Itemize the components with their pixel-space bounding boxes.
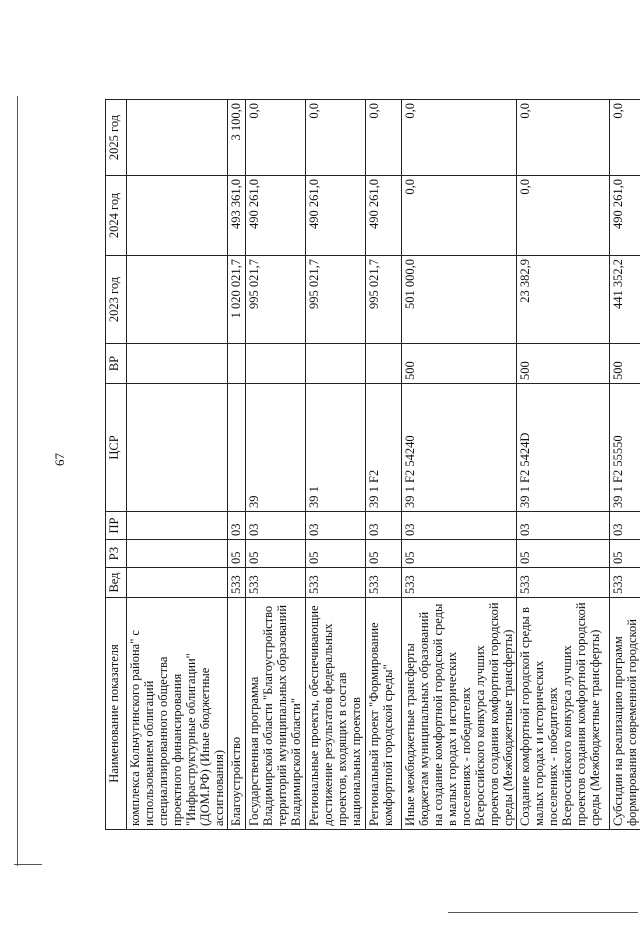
header-vr: ВР — [106, 344, 127, 384]
cell-ved: 533 — [402, 568, 517, 598]
header-2025: 2025 год — [106, 100, 127, 176]
cell-rz — [127, 540, 228, 568]
cell-rz: 05 — [366, 540, 402, 568]
cell-ved: 533 — [610, 568, 640, 598]
cell-2024: 490 261,0 — [610, 176, 640, 256]
cell-pr — [127, 512, 228, 540]
cell-vr — [127, 344, 228, 384]
cell-2023 — [127, 256, 228, 344]
cell-2023: 995 021,7 — [306, 256, 366, 344]
cell-rz: 05 — [610, 540, 640, 568]
cell-rz: 05 — [246, 540, 306, 568]
table-row — [228, 100, 246, 830]
cell-2024: 490 261,0 — [366, 176, 402, 256]
scan-edge-line — [448, 912, 638, 913]
header-rz: РЗ — [106, 540, 127, 568]
cell-2024: 493 361,0 — [228, 176, 246, 256]
cell-pr: 03 — [517, 512, 610, 540]
budget-table-rotated — [105, 100, 639, 830]
table-row — [366, 100, 402, 830]
cell-ved — [127, 568, 228, 598]
cell-vr: 500 — [610, 344, 640, 384]
cell-vr — [366, 344, 402, 384]
cell-2024 — [127, 176, 228, 256]
cell-2023: 995 021,7 — [246, 256, 306, 344]
cell-name: Региональные проекты, обеспечивающие достижение результатов федеральных проектов, входящих в состав национальных проектов — [306, 598, 366, 830]
cell-2025: 0,0 — [246, 100, 306, 176]
cell-ved: 533 — [517, 568, 610, 598]
cell-vr: 500 — [517, 344, 610, 384]
cell-2023: 441 352,2 — [610, 256, 640, 344]
cell-ved: 533 — [306, 568, 366, 598]
cell-csr: 39 1 F2 54240 — [402, 384, 517, 512]
header-pr: ПР — [106, 512, 127, 540]
cell-rz: 05 — [402, 540, 517, 568]
cell-vr — [306, 344, 366, 384]
cell-name: Субсидии на реализацию программ формирования современной городской — [610, 598, 640, 830]
cell-2023: 995 021,7 — [366, 256, 402, 344]
cell-csr: 39 1 — [306, 384, 366, 512]
cell-name: Государственная программа Владимирской области "Благоустройство территорий муниципальных образований Владимирской области" — [246, 598, 306, 830]
page-number: 67 — [52, 453, 67, 466]
cell-csr: 39 1 F2 5424D — [517, 384, 610, 512]
scan-edge-line — [14, 864, 42, 865]
cell-2023: 501 000,0 — [402, 256, 517, 344]
cell-2025: 3 100,0 — [228, 100, 246, 176]
header-csr: ЦСР — [106, 384, 127, 512]
cell-2025: 0,0 — [517, 100, 610, 176]
cell-2024: 490 261,0 — [246, 176, 306, 256]
cell-name: комплекса Кольчугинского района" с использованием облигаций специализированного общества проектного финансирования "Инфраструктурные облигации" (ДОМ.РФ) (Иные бюджетные ассигнования) — [127, 598, 228, 830]
cell-2025 — [127, 100, 228, 176]
table-header-row — [106, 100, 127, 830]
cell-vr — [228, 344, 246, 384]
cell-csr — [127, 384, 228, 512]
cell-name: Благоустройство — [228, 598, 246, 830]
cell-2024: 0,0 — [402, 176, 517, 256]
header-2023: 2023 год — [106, 256, 127, 344]
cell-ved: 533 — [246, 568, 306, 598]
cell-csr — [228, 384, 246, 512]
cell-2024: 0,0 — [517, 176, 610, 256]
cell-pr: 03 — [610, 512, 640, 540]
cell-pr: 03 — [228, 512, 246, 540]
cell-2023: 23 382,9 — [517, 256, 610, 344]
budget-table — [105, 99, 640, 830]
cell-ved: 533 — [228, 568, 246, 598]
table-row — [306, 100, 366, 830]
cell-csr: 39 — [246, 384, 306, 512]
table-row — [517, 100, 610, 830]
cell-vr — [246, 344, 306, 384]
cell-pr: 03 — [366, 512, 402, 540]
cell-name: Региональный проект "Формирование комфортной городской среды" — [366, 598, 402, 830]
cell-csr: 39 1 F2 — [366, 384, 402, 512]
cell-name: Создание комфортной городской среды в малых городах и исторических поселениях - победителях Всероссийского конкурса лучших проектов создания комфортной городской среды (Межбюджетные трансферты) — [517, 598, 610, 830]
table-row — [402, 100, 517, 830]
cell-2025: 0,0 — [610, 100, 640, 176]
cell-pr: 03 — [402, 512, 517, 540]
table-row — [610, 100, 640, 830]
cell-pr: 03 — [306, 512, 366, 540]
cell-rz: 05 — [517, 540, 610, 568]
cell-2023: 1 020 021,7 — [228, 256, 246, 344]
cell-vr: 500 — [402, 344, 517, 384]
header-2024: 2024 год — [106, 176, 127, 256]
cell-name: Иные межбюджетные трансферты бюджетам муниципальных образований на создание комфортной городской среды в малых городах и исторических поселениях - победителях Всероссийского конкурса лучших проектов создания комфортной городской среды (Межбюджетные трансферты) — [402, 598, 517, 830]
scan-edge-line — [17, 96, 18, 866]
table-row — [246, 100, 306, 830]
cell-2025: 0,0 — [306, 100, 366, 176]
cell-2025: 0,0 — [366, 100, 402, 176]
cell-2024: 490 261,0 — [306, 176, 366, 256]
cell-ved: 533 — [366, 568, 402, 598]
cell-2025: 0,0 — [402, 100, 517, 176]
table-row — [127, 100, 228, 830]
cell-csr: 39 1 F2 55550 — [610, 384, 640, 512]
cell-pr: 03 — [246, 512, 306, 540]
cell-rz: 05 — [228, 540, 246, 568]
header-ved: Вед — [106, 568, 127, 598]
header-name: Наименование показателя — [106, 598, 127, 830]
cell-rz: 05 — [306, 540, 366, 568]
